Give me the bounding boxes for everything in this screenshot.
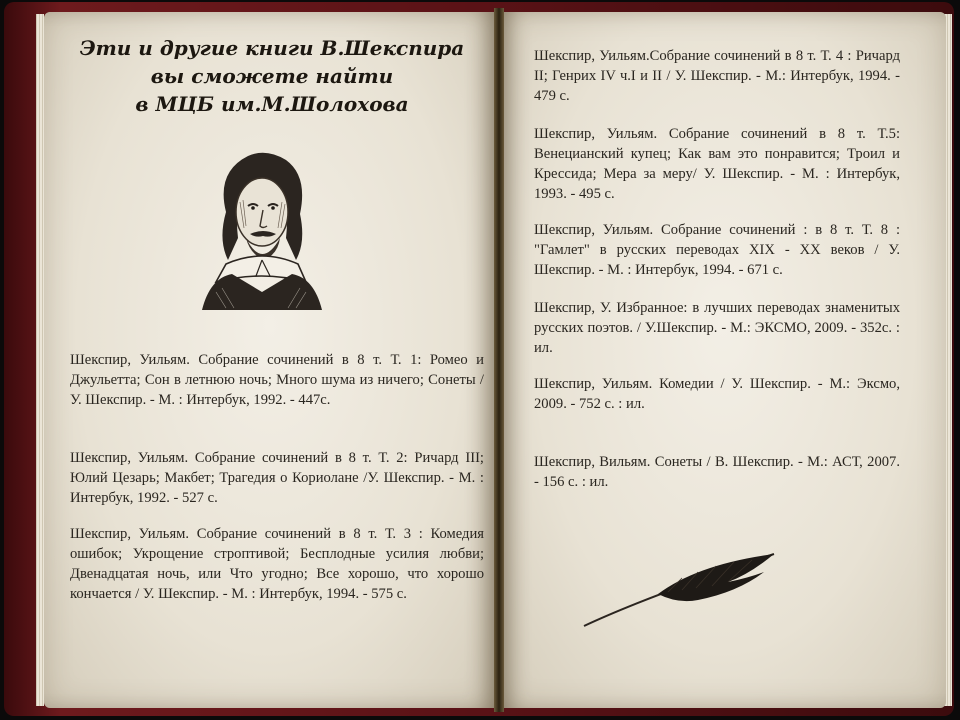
book-entry-volume-1: Шекспир, Уильям. Собрание сочинений в 8 т. Т. 1: Ромео и Джульетта; Сон в летнюю ночь; Много шума из ничего; Сонеты / У. Шекспир. - М. : Интербук, 1992. - 447с. [70,352,484,408]
shakespeare-portrait-icon [186,142,336,312]
page-heading [70,34,474,118]
feather-quill-icon [578,548,778,632]
left-page-edges [36,14,44,706]
heading-line-2: вы сможете найти [150,64,394,88]
book-entry-volume-4: Шекспир, Уильям.Собрание сочинений в 8 т. Т. 4 : Ричард II; Генрих IV ч.I и II / У. Шекспир. - М.: Интербук, 1994. - 479 с. [534,48,900,104]
book-entry-selected: Шекспир, У. Избранное: в лучших переводах знаменитых русских поэтов. / У.Шекспир. - М.: ЭКСМО, 2009. - 352с. : ил. [534,300,900,356]
heading-line-1: Эти и другие книги В.Шекспира [79,36,465,60]
book-entry-volume-8: Шекспир, Уильям. Собрание сочинений : в 8 т. Т. 8 : "Гамлет" в русских переводах XIX - XX веков / У. Шекспир. - М. : Интербук, 1994. - 671 с. [534,222,900,278]
book-spine [494,8,504,712]
book-entry-sonnets: Шекспир, Вильям. Сонеты / В. Шекспир. - М.: АСТ, 2007. - 156 с. : ил. [534,454,900,490]
book-entry-volume-5: Шекспир, Уильям. Собрание сочинений в 8 т. Т.5: Венецианский купец; Как вам это понравится; Троил и Крессида; Мера за меру/ У. Шекспир. - М. : Интербук, 1993. - 495 с. [534,126,900,202]
heading-line-3: в МЦБ им.М.Шолохова [135,92,409,116]
book-entry-volume-3: Шекспир, Уильям. Собрание сочинений в 8 т. Т. 3 : Комедия ошибок; Укрощение строптивой; Бесплодные усилия любви; Двенадцатая ночь, или Что угодно; Все хорошо, что хорошо кончается / У. Шекспир. - М. : Интербук, 1994. - 575 с. [70,526,484,602]
book-entry-comedies: Шекспир, Уильям. Комедии / У. Шекспир. - М.: Эксмо, 2009. - 752 с. : ил. [534,376,900,412]
book-entry-volume-2: Шекспир, Уильям. Собрание сочинений в 8 т. Т. 2: Ричард III; Юлий Цезарь; Макбет; Трагедия о Кориолане /У. Шекспир. - М. : Интербук, 1992. - 527 с. [70,450,484,506]
